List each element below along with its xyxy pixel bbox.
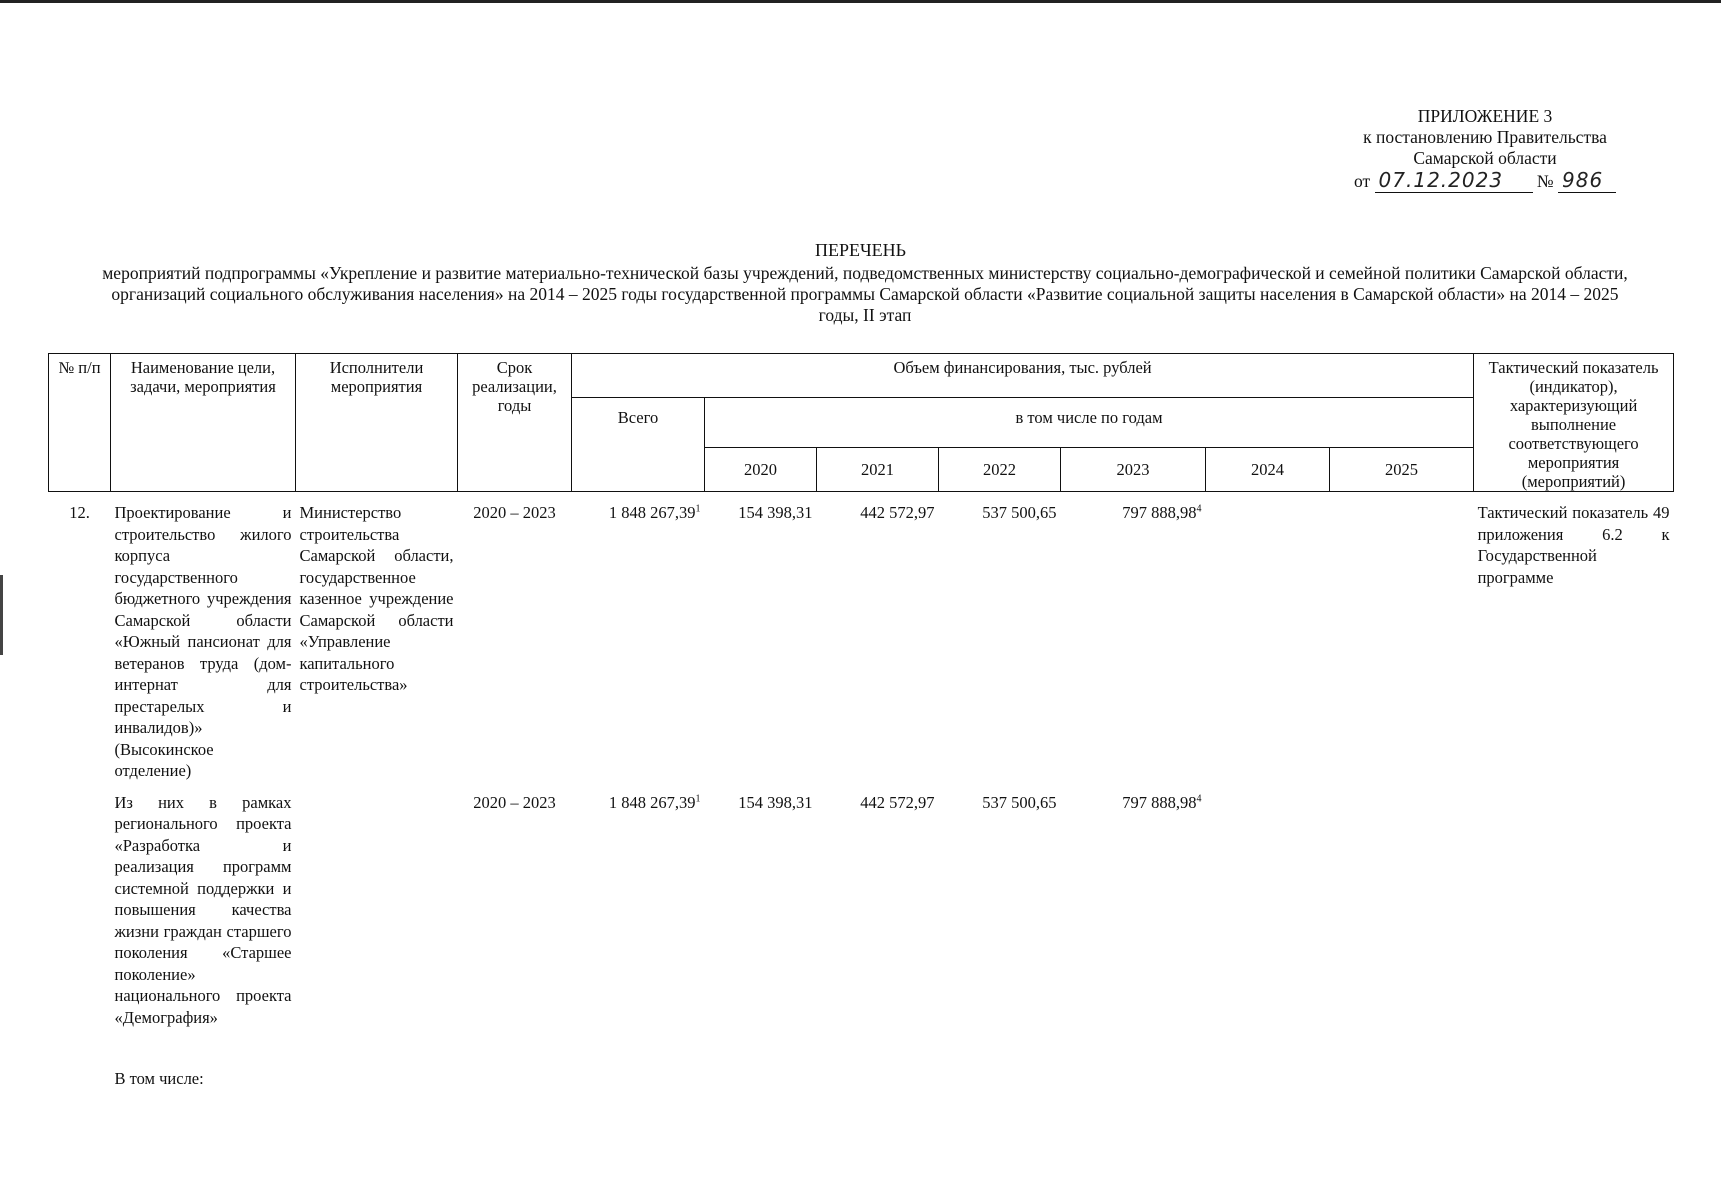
header-year-2024: 2024: [1206, 448, 1330, 492]
header-funding: Объем финансирования, тыс. рублей: [572, 354, 1474, 398]
header-executors: Исполнители мероприятия: [296, 354, 458, 492]
row-total-value: 1 848 267,39: [608, 792, 696, 812]
row-2020: 154 398,31: [738, 503, 813, 522]
header-name: Наименование цели, задачи, мероприятия: [111, 354, 296, 492]
row-indicator: [1474, 782, 1674, 1052]
date-handwritten: 07.12.2023: [1378, 168, 1504, 192]
page-top-edge: [0, 0, 1721, 3]
appendix-block: [1310, 106, 1660, 193]
row-2022: 537 500,65: [982, 503, 1057, 522]
row-period: 2020 – 2023: [473, 792, 556, 812]
row-total-footnote: 1: [695, 503, 701, 515]
row-2021: 442 572,97: [860, 792, 935, 812]
header-by-years: в том числе по годам: [705, 398, 1474, 448]
header-period: Срок реализации, годы: [458, 354, 572, 492]
header-year-2023: 2023: [1061, 448, 1206, 492]
header-year-2022: 2022: [939, 448, 1061, 492]
row-name: Проектирование и строительство жилого корпуса государственного бюджетного учреждения Самарской области «Южный пансионат для ветеранов труда (дом-интернат для престарелых и инвалидов)» (Высокинское отделение): [114, 503, 292, 780]
number-prefix: №: [1536, 171, 1554, 191]
row-num: [49, 782, 111, 1052]
row-2023: [1061, 492, 1206, 782]
number-field: [1558, 170, 1616, 193]
row-num-empty: [49, 1052, 111, 1090]
appendix-line-2: к постановлению Правительства: [1363, 127, 1607, 147]
row-name: Из них в рамках регионального проекта «Разработка и реализация программ системной поддержки и повышения качества жизни граждан старшего поколения «Старшее поколение» национального проекта «Демография»: [114, 792, 292, 1027]
header-total: Всего: [572, 398, 705, 492]
row-2023-value: 797 888,98: [1122, 503, 1197, 522]
row-2025: [1330, 492, 1474, 782]
row-indicator: Тактический показатель 49 приложения 6.2 к Государственной программе: [1477, 503, 1670, 587]
row-total-footnote: 1: [695, 793, 701, 804]
row-2024: [1206, 492, 1330, 782]
in-total-label: В том числе:: [114, 1068, 204, 1088]
row-total: [572, 492, 705, 782]
number-handwritten: 986: [1562, 168, 1604, 192]
row-2020: 154 398,31: [738, 792, 813, 812]
appendix-title: ПРИЛОЖЕНИЕ 3: [1417, 106, 1553, 126]
document-subtitle: мероприятий подпрограммы «Укрепление и развитие материально-технической базы учреждений, подведомственных министерству социально-демографической и семейной политики Самарской области, организаций социального обслуживания населения» на 2014 – 2025 годы государственной программы Самарской области «Развитие социальной защиты населения в Самарской области» на 2014 – 2025 годы, II этап: [102, 263, 1628, 325]
row-2023-value: 797 888,98: [1122, 792, 1197, 812]
funding-table: [48, 353, 1674, 1089]
table-row: [49, 1052, 1674, 1090]
row-period: 2020 – 2023: [473, 503, 556, 522]
row-2024: [1206, 782, 1330, 1052]
row-total: [572, 782, 705, 1052]
row-2022: 537 500,65: [982, 792, 1057, 812]
row-num: 12.: [69, 503, 90, 522]
header-year-2025: 2025: [1330, 448, 1474, 492]
header-year-2021: 2021: [817, 448, 939, 492]
date-field: [1375, 170, 1533, 193]
row-total-value: 1 848 267,39: [608, 503, 696, 522]
row-2023-footnote: 4: [1196, 793, 1202, 804]
header-year-2020: 2020: [705, 448, 817, 492]
header-num: № п/п: [49, 354, 111, 492]
date-prefix: от: [1354, 171, 1371, 191]
row-executors: Министерство строительства Самарской области, государственное казенное учреждение Самарской области «Управление капитального строительства»: [299, 503, 454, 694]
appendix-line-3: Самарской области: [1413, 148, 1557, 168]
row-2023-footnote: 4: [1196, 503, 1202, 515]
row-2025: [1330, 782, 1474, 1052]
row-2021: 442 572,97: [860, 503, 935, 522]
row-executors: [296, 782, 458, 1052]
document-title: ПЕРЕЧЕНЬ: [814, 240, 907, 260]
table-row: [49, 492, 1674, 782]
header-indicator: Тактический показатель (индикатор), характеризующий выполнение соответствующего мероприятия (мероприятий): [1474, 354, 1674, 492]
appendix-date-line: [1310, 170, 1660, 193]
page-left-edge: [0, 575, 3, 655]
row-2023: [1061, 782, 1206, 1052]
table-row: [49, 782, 1674, 1052]
